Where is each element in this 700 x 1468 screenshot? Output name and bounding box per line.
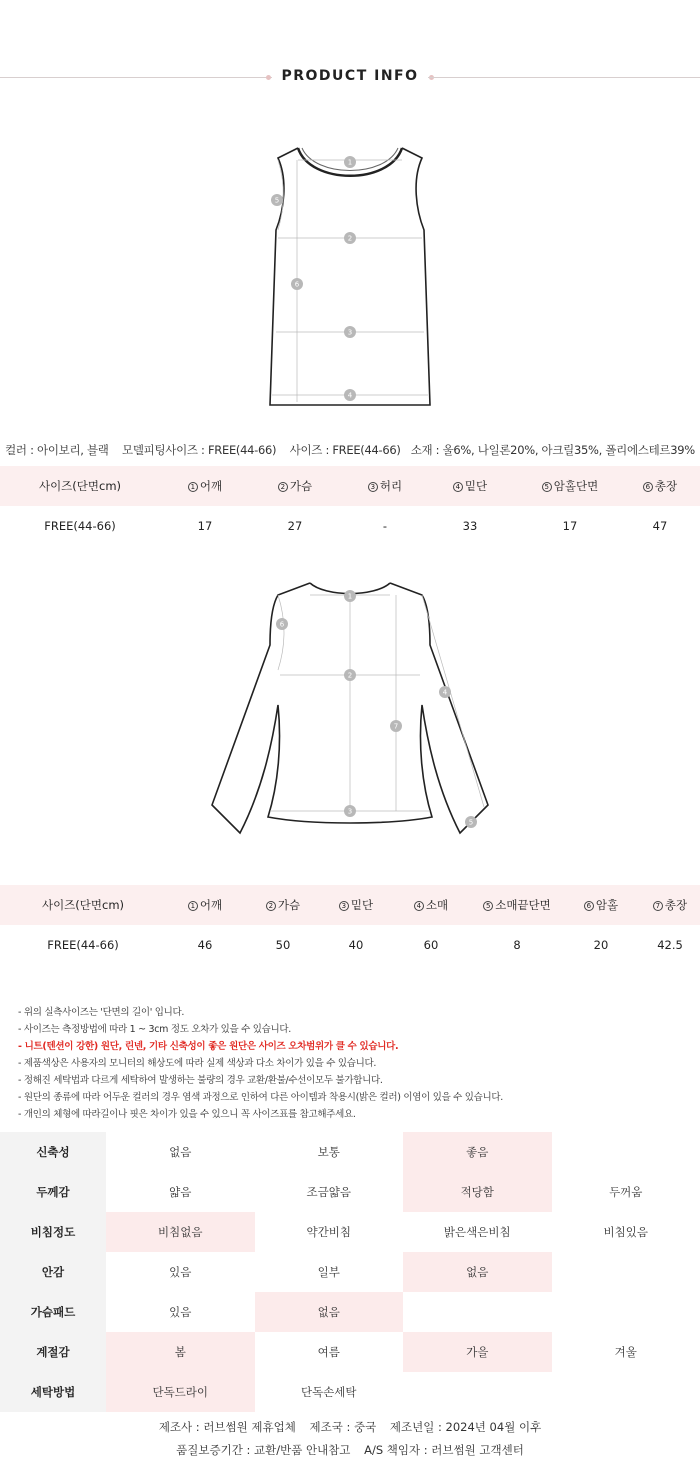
note-item: - 정해진 세탁법과 다르게 세탁하여 발생하는 불량의 경우 교환/환불/수선이모두 불가합니다. [18,1075,383,1086]
attr-label: 세탁방법 [0,1372,106,1412]
attr-row-sheerness [0,1212,700,1252]
footer-as: A/S 책임자 : 러브썸원 고객센터 [364,1443,524,1457]
table-cell: 17 [562,519,578,533]
table-header-cell: 6 총장 [630,478,690,494]
table-header-cell: 1 어깨 [160,478,250,494]
measure-mark-2 [344,669,356,681]
attr-option-selected: 비침없음 [106,1212,255,1252]
attr-option: 없음 [169,1145,192,1159]
table-cell: 8 [513,938,521,952]
attr-option: 얇음 [169,1185,192,1199]
footer-origin: 제조국 : 중국 [309,1420,377,1434]
table-cell: 42.5 [657,938,683,952]
svg-text:2: 2 [347,671,353,680]
measure-mark-5 [271,194,283,206]
table-header-cell: 3 밑단 [322,897,390,913]
attr-row-lining [0,1252,700,1292]
divider-left [0,77,272,78]
attr-row-season [0,1332,700,1372]
table-header-cell: 4 밑단 [430,478,510,494]
svg-text:1: 1 [347,592,353,601]
measure-mark-7 [390,720,402,732]
attr-option: 있음 [169,1265,192,1279]
svg-text:7: 7 [393,722,399,731]
divider-right [428,77,700,78]
attr-label: 비침정도 [0,1212,106,1252]
vest-illustration [250,140,450,415]
attr-option [552,1292,700,1332]
attr-option: 약간비침 [306,1225,351,1239]
measure-mark-3 [344,805,356,817]
table-header-cell: 5 소매끝단면 [472,897,562,913]
table-header-cell: 사이즈(단면cm) [41,898,125,912]
svg-text:3: 3 [347,807,353,816]
attr-option [403,1372,552,1412]
table-cell: 20 [593,938,609,952]
attr-label: 가슴패드 [0,1292,106,1332]
page-title: PRODUCT INFO [281,68,419,84]
product-spec-line [0,442,700,458]
table-header-cell: 사이즈(단면cm) [38,479,122,493]
svg-text:1: 1 [347,158,353,167]
attr-label: 계절감 [0,1332,106,1372]
table-header-cell: 1 어깨 [166,897,244,913]
measure-mark-3 [344,326,356,338]
spec-color: 컬러 : 아이보리, 블랙 [5,443,109,457]
vest-size-table [0,466,700,546]
attr-option-selected: 없음 [403,1252,552,1292]
footer-manufacturer: 제조사 : 러브썸원 제휴업체 [158,1420,296,1434]
attr-option: 겨울 [614,1345,637,1359]
footer-warranty: 품질보증기간 : 교환/반품 안내참고 [176,1443,351,1457]
attr-option [403,1292,552,1332]
svg-text:3: 3 [347,328,353,337]
attr-option-selected: 좋음 [403,1132,552,1172]
attr-option: 보통 [317,1145,340,1159]
attr-label: 두께감 [0,1172,106,1212]
table-header-cell: 7 총장 [640,897,700,913]
size-notes [18,1004,688,1123]
table-header-cell: 3 허리 [340,478,430,494]
warranty-info [0,1442,700,1458]
table-cell: 47 [652,519,668,533]
attr-option: 일부 [317,1265,340,1279]
attr-option: 비침있음 [603,1225,648,1239]
measure-mark-6 [276,618,288,630]
measure-mark-1 [344,156,356,168]
table-cell: 27 [287,519,303,533]
table-cell: FREE(44-66) [44,519,116,533]
table-cell: 50 [275,938,291,952]
measure-mark-4 [344,389,356,401]
measure-mark-6 [291,278,303,290]
attr-option-selected: 봄 [106,1332,255,1372]
attr-option: 밝은색은비침 [443,1225,511,1239]
table-header-cell: 6 암홀 [562,897,640,913]
spec-model-size: 모델피팅사이즈 : FREE(44-66) [122,443,277,457]
svg-text:5: 5 [468,818,474,827]
svg-text:6: 6 [279,620,285,629]
table-row [0,506,700,546]
measure-mark-4 [439,686,451,698]
table-cell: 33 [462,519,478,533]
top-illustration [200,575,500,840]
note-item-warning: - 니트(텐션이 강한) 원단, 린넨, 기타 신축성이 좋은 원단은 사이즈 오차범위가 클 수 있습니다. [18,1041,399,1052]
spec-material: 소재 : 울6%, 나일론20%, 아크릴35%, 폴리에스테르39% [410,443,695,457]
product-info-header [0,66,700,90]
measure-mark-1 [344,590,356,602]
table-header-cell: 2 가슴 [244,897,322,913]
attr-label: 신축성 [0,1132,106,1172]
svg-text:4: 4 [347,391,353,400]
table-header-cell: 4 소매 [390,897,472,913]
svg-text:4: 4 [442,688,448,697]
note-item: - 개인의 체형에 따라길이나 핏은 차이가 있을 수 있으니 꼭 사이즈표를 참고해주세요. [18,1109,356,1120]
table-row [0,925,700,965]
measure-mark-5 [465,816,477,828]
attr-row-thickness [0,1172,700,1212]
attr-option-selected: 없음 [255,1292,404,1332]
svg-text:2: 2 [347,234,353,243]
attr-option [552,1252,700,1292]
attr-option: 여름 [317,1345,340,1359]
footer-date: 제조년일 : 2024년 04월 이후 [389,1420,542,1434]
table-cell: FREE(44-66) [47,938,119,952]
spec-size: 사이즈 : FREE(44-66) [289,443,401,457]
divider-dot-left [266,75,271,80]
table-header-cell: 5 암홀단면 [510,478,630,494]
note-item: - 위의 실측사이즈는 '단면의 길이' 입니다. [18,1007,185,1018]
fabric-attribute-table [0,1132,700,1412]
manufacturer-info [0,1419,700,1435]
attr-option [552,1132,700,1172]
attr-option: 두꺼움 [609,1185,643,1199]
table-cell: 60 [423,938,439,952]
attr-option-selected: 적당함 [403,1172,552,1212]
attr-option: 조금얇음 [306,1185,351,1199]
table-header-cell: 2 가슴 [250,478,340,494]
top-size-table [0,885,700,965]
attr-row-chest-pad [0,1292,700,1332]
table-cell: 46 [197,938,213,952]
note-item: - 사이즈는 측정방법에 따라 1 ~ 3cm 정도 오차가 있을 수 있습니다. [18,1024,291,1035]
attr-option [552,1372,700,1412]
table-header-row [0,466,700,506]
table-cell: - [382,519,388,533]
table-header-row [0,885,700,925]
measure-mark-2 [344,232,356,244]
note-item: - 제품색상은 사용자의 모니터의 해상도에 따라 실제 색상과 다소 차이가 있을 수 있습니다. [18,1058,377,1069]
attr-row-stretch [0,1132,700,1172]
note-item: - 원단의 종류에 따라 어두운 컬러의 경우 염색 과정으로 인하여 다른 아이템과 착용시(밝은 컬러) 이염이 있을 수 있습니다. [18,1092,503,1103]
attr-label: 안감 [0,1252,106,1292]
svg-text:6: 6 [294,280,300,289]
attr-option: 단독손세탁 [300,1385,357,1399]
attr-option-selected: 가을 [403,1332,552,1372]
attr-row-washing [0,1372,700,1412]
table-cell: 40 [348,938,364,952]
svg-text:5: 5 [274,196,280,205]
table-cell: 17 [197,519,213,533]
attr-option: 있음 [169,1305,192,1319]
attr-option-selected: 단독드라이 [106,1372,255,1412]
